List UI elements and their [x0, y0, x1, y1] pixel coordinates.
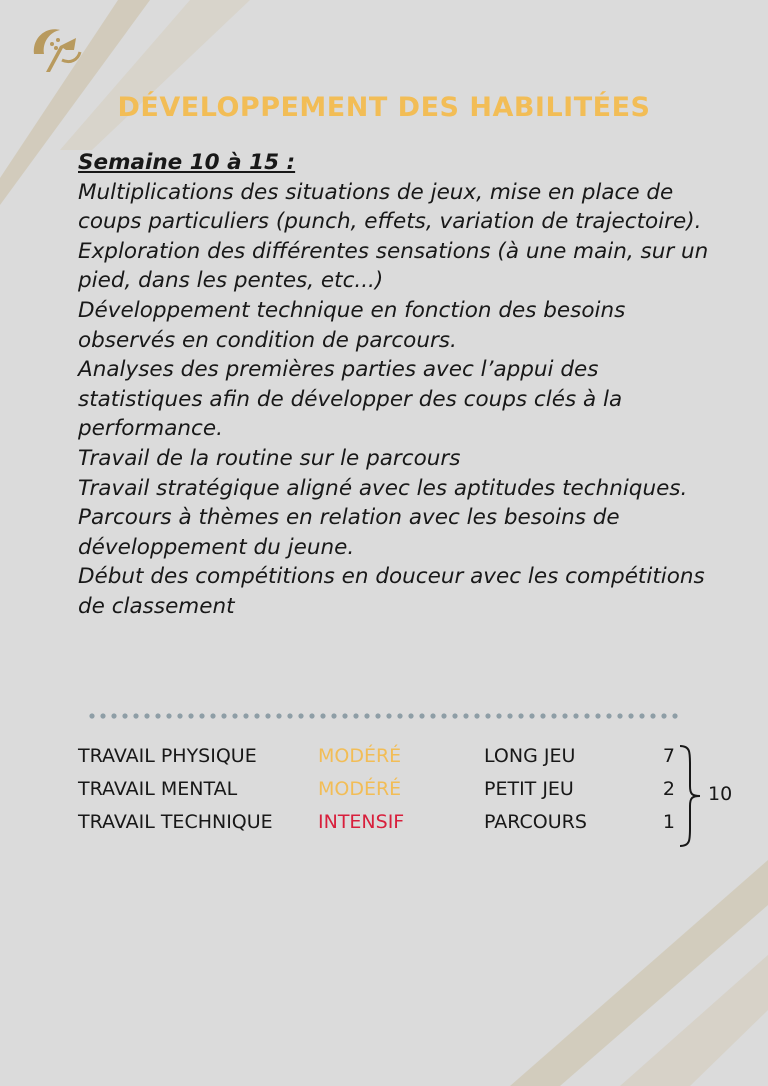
divider-dot: [540, 713, 545, 718]
divider-dot: [100, 713, 105, 718]
work-category: TRAVAIL MENTAL: [78, 778, 238, 800]
intensity-level: MODÉRÉ: [318, 745, 402, 767]
dotted-divider: [88, 710, 688, 722]
divider-dot: [122, 713, 127, 718]
divider-dot: [529, 713, 534, 718]
intensity-level: MODÉRÉ: [318, 778, 402, 800]
divider-dot: [232, 713, 237, 718]
work-category: TRAVAIL PHYSIQUE: [78, 745, 257, 767]
table-row: [78, 811, 758, 839]
intensity-level: INTENSIF: [318, 811, 405, 833]
divider-dot: [507, 713, 512, 718]
divider-dot: [199, 713, 204, 718]
divider-dot: [166, 713, 171, 718]
divider-dot: [551, 713, 556, 718]
divider-dot: [298, 713, 303, 718]
divider-dot: [463, 713, 468, 718]
divider-dot: [320, 713, 325, 718]
divider-dot: [287, 713, 292, 718]
total-count: 10: [708, 783, 733, 805]
paragraph: Travail stratégique aligné avec les aptitudes techniques.: [78, 475, 688, 501]
right-brace-icon: [678, 744, 702, 848]
divider-dot: [309, 713, 314, 718]
divider-dot: [375, 713, 380, 718]
divider-dot: [617, 713, 622, 718]
game-count: 7: [662, 745, 675, 767]
game-type: PARCOURS: [484, 811, 587, 833]
paragraph: Multiplications des situations de jeux, mise en place de coups particuliers (punch, effets, variation de trajectoire).: [78, 179, 702, 235]
divider-dot: [144, 713, 149, 718]
divider-dot: [573, 713, 578, 718]
divider-dot: [672, 713, 677, 718]
game-type: LONG JEU: [484, 745, 576, 767]
divider-dot: [353, 713, 358, 718]
content-block: [78, 148, 718, 622]
divider-dot: [419, 713, 424, 718]
divider-dot: [265, 713, 270, 718]
page-title: DÉVELOPPEMENT DES HABILITÉES: [117, 92, 651, 123]
divider-dot: [254, 713, 259, 718]
divider-dot: [111, 713, 116, 718]
paragraph: Travail de la routine sur le parcours: [78, 445, 461, 471]
divider-dot: [518, 713, 523, 718]
divider-dot: [221, 713, 226, 718]
divider-dot: [342, 713, 347, 718]
divider-dot: [331, 713, 336, 718]
divider-dot: [243, 713, 248, 718]
divider-dot: [661, 713, 666, 718]
paragraph: Parcours à thèmes en relation avec les besoins de développement du jeune.: [78, 505, 620, 560]
divider-dot: [650, 713, 655, 718]
divider-dot: [210, 713, 215, 718]
divider-dot: [386, 713, 391, 718]
table-row: [78, 778, 758, 806]
divider-dot: [155, 713, 160, 718]
golf-ball-flag-logo-icon: [26, 20, 86, 80]
divider-dot: [485, 713, 490, 718]
divider-dot: [364, 713, 369, 718]
divider-dot: [639, 713, 644, 718]
divider-dot: [452, 713, 457, 718]
divider-dot: [89, 713, 94, 718]
divider-dot: [188, 713, 193, 718]
divider-dot: [584, 713, 589, 718]
divider-dot: [606, 713, 611, 718]
paragraph: Début des compétitions en douceur avec les compétitions de classement: [78, 564, 705, 619]
divider-dot: [177, 713, 182, 718]
work-category: TRAVAIL TECHNIQUE: [78, 811, 273, 833]
table-row: [78, 745, 758, 773]
divider-dot: [441, 713, 446, 718]
paragraph: Développement technique en fonction des besoins observés en condition de parcours.: [78, 297, 626, 353]
divider-dot: [430, 713, 435, 718]
game-count: 1: [662, 811, 675, 833]
game-count: 2: [662, 778, 675, 800]
divider-dot: [397, 713, 402, 718]
divider-dot: [496, 713, 501, 718]
divider-dot: [133, 713, 138, 718]
week-heading: Semaine 10 à 15 :: [78, 150, 296, 175]
divider-dot: [408, 713, 413, 718]
divider-dot: [276, 713, 281, 718]
divider-dot: [628, 713, 633, 718]
divider-dot: [595, 713, 600, 718]
paragraph: Analyses des premières parties avec l’appui des statistiques afin de développer des coups clés à la performance.: [78, 357, 623, 442]
game-type: PETIT JEU: [484, 778, 574, 800]
divider-dot: [562, 713, 567, 718]
divider-dot: [474, 713, 479, 718]
paragraph: Exploration des différentes sensations (à une main, sur un pied, dans les pentes, etc...): [78, 238, 709, 294]
